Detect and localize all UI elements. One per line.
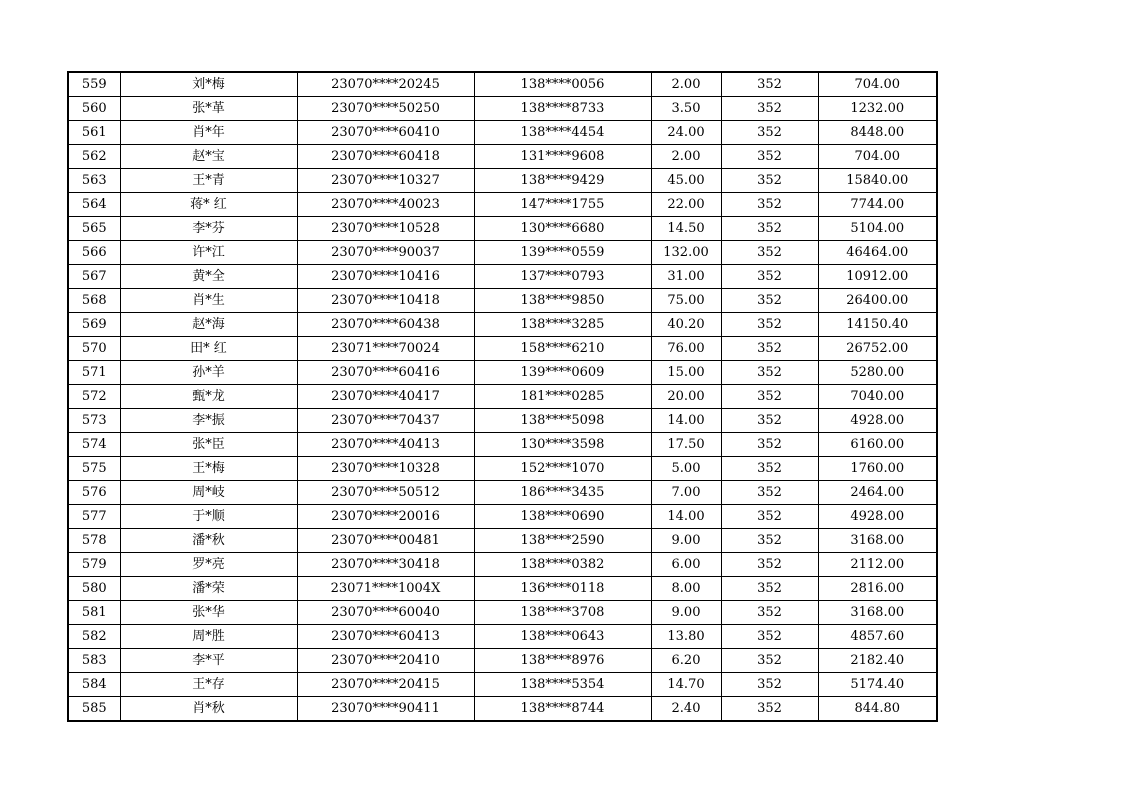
amount-cell: 6160.00: [818, 433, 937, 457]
id-number-cell: 23070****10328: [297, 457, 474, 481]
amount-cell: 7040.00: [818, 385, 937, 409]
name-cell: 王*青: [120, 169, 297, 193]
row-index-cell: 564: [68, 193, 120, 217]
row-index-cell: 563: [68, 169, 120, 193]
area-cell: 76.00: [651, 337, 721, 361]
phone-cell: 138****9850: [474, 289, 651, 313]
table-row: [68, 385, 937, 409]
rate-cell: 352: [721, 409, 818, 433]
amount-cell: 4857.60: [818, 625, 937, 649]
amount-cell: 1232.00: [818, 97, 937, 121]
id-number-cell: 23070****20415: [297, 673, 474, 697]
amount-cell: 8448.00: [818, 121, 937, 145]
table-row: [68, 337, 937, 361]
table-row: [68, 697, 937, 722]
name-cell: 黄*全: [120, 265, 297, 289]
table-row: [68, 241, 937, 265]
rate-cell: 352: [721, 433, 818, 457]
table-row: [68, 673, 937, 697]
id-number-cell: 23070****20016: [297, 505, 474, 529]
amount-cell: 704.00: [818, 145, 937, 169]
area-cell: 6.20: [651, 649, 721, 673]
row-index-cell: 561: [68, 121, 120, 145]
id-number-cell: 23070****00481: [297, 529, 474, 553]
phone-cell: 130****6680: [474, 217, 651, 241]
row-index-cell: 582: [68, 625, 120, 649]
rate-cell: 352: [721, 337, 818, 361]
table-row: [68, 72, 937, 97]
phone-cell: 138****0056: [474, 72, 651, 97]
name-cell: 王*梅: [120, 457, 297, 481]
name-cell: 张*臣: [120, 433, 297, 457]
area-cell: 31.00: [651, 265, 721, 289]
rate-cell: 352: [721, 145, 818, 169]
rate-cell: 352: [721, 289, 818, 313]
row-index-cell: 575: [68, 457, 120, 481]
phone-cell: 158****6210: [474, 337, 651, 361]
rate-cell: 352: [721, 697, 818, 722]
rate-cell: 352: [721, 457, 818, 481]
name-cell: 肖*秋: [120, 697, 297, 722]
table-row: [68, 121, 937, 145]
row-index-cell: 569: [68, 313, 120, 337]
id-number-cell: 23070****10416: [297, 265, 474, 289]
row-index-cell: 581: [68, 601, 120, 625]
area-cell: 132.00: [651, 241, 721, 265]
rate-cell: 352: [721, 505, 818, 529]
row-index-cell: 568: [68, 289, 120, 313]
name-cell: 赵*海: [120, 313, 297, 337]
amount-cell: 46464.00: [818, 241, 937, 265]
phone-cell: 138****3708: [474, 601, 651, 625]
amount-cell: 2464.00: [818, 481, 937, 505]
area-cell: 45.00: [651, 169, 721, 193]
rate-cell: 352: [721, 577, 818, 601]
table-row: [68, 553, 937, 577]
rate-cell: 352: [721, 121, 818, 145]
amount-cell: 3168.00: [818, 529, 937, 553]
phone-cell: 138****3285: [474, 313, 651, 337]
amount-cell: 15840.00: [818, 169, 937, 193]
row-index-cell: 566: [68, 241, 120, 265]
phone-cell: 138****0690: [474, 505, 651, 529]
area-cell: 13.80: [651, 625, 721, 649]
area-cell: 8.00: [651, 577, 721, 601]
table-row: [68, 361, 937, 385]
name-cell: 田* 红: [120, 337, 297, 361]
area-cell: 22.00: [651, 193, 721, 217]
area-cell: 15.00: [651, 361, 721, 385]
phone-cell: 131****9608: [474, 145, 651, 169]
id-number-cell: 23070****90411: [297, 697, 474, 722]
phone-cell: 138****5098: [474, 409, 651, 433]
area-cell: 20.00: [651, 385, 721, 409]
name-cell: 蒋* 红: [120, 193, 297, 217]
table-row: [68, 313, 937, 337]
phone-cell: 139****0609: [474, 361, 651, 385]
id-number-cell: 23070****40413: [297, 433, 474, 457]
amount-cell: 26400.00: [818, 289, 937, 313]
row-index-cell: 584: [68, 673, 120, 697]
name-cell: 肖*年: [120, 121, 297, 145]
id-number-cell: 23070****60416: [297, 361, 474, 385]
rate-cell: 352: [721, 673, 818, 697]
name-cell: 罗*亮: [120, 553, 297, 577]
amount-cell: 4928.00: [818, 505, 937, 529]
phone-cell: 181****0285: [474, 385, 651, 409]
table-row: [68, 529, 937, 553]
id-number-cell: 23070****60438: [297, 313, 474, 337]
phone-cell: 152****1070: [474, 457, 651, 481]
table-row: [68, 481, 937, 505]
area-cell: 14.00: [651, 505, 721, 529]
area-cell: 14.50: [651, 217, 721, 241]
row-index-cell: 583: [68, 649, 120, 673]
id-number-cell: 23070****70437: [297, 409, 474, 433]
id-number-cell: 23070****20410: [297, 649, 474, 673]
row-index-cell: 578: [68, 529, 120, 553]
rate-cell: 352: [721, 72, 818, 97]
name-cell: 潘*荣: [120, 577, 297, 601]
amount-cell: 26752.00: [818, 337, 937, 361]
id-number-cell: 23071****70024: [297, 337, 474, 361]
name-cell: 李*平: [120, 649, 297, 673]
rate-cell: 352: [721, 529, 818, 553]
amount-cell: 2816.00: [818, 577, 937, 601]
name-cell: 肖*生: [120, 289, 297, 313]
rate-cell: 352: [721, 217, 818, 241]
amount-cell: 3168.00: [818, 601, 937, 625]
table-row: [68, 265, 937, 289]
area-cell: 2.00: [651, 145, 721, 169]
row-index-cell: 579: [68, 553, 120, 577]
area-cell: 2.40: [651, 697, 721, 722]
id-number-cell: 23070****10418: [297, 289, 474, 313]
area-cell: 9.00: [651, 529, 721, 553]
table-body: [68, 72, 937, 721]
phone-cell: 138****8744: [474, 697, 651, 722]
table-row: [68, 601, 937, 625]
name-cell: 甄*龙: [120, 385, 297, 409]
area-cell: 6.00: [651, 553, 721, 577]
row-index-cell: 559: [68, 72, 120, 97]
name-cell: 张*华: [120, 601, 297, 625]
table-row: [68, 289, 937, 313]
amount-cell: 2112.00: [818, 553, 937, 577]
area-cell: 14.00: [651, 409, 721, 433]
id-number-cell: 23070****40023: [297, 193, 474, 217]
amount-cell: 5174.40: [818, 673, 937, 697]
area-cell: 40.20: [651, 313, 721, 337]
phone-cell: 130****3598: [474, 433, 651, 457]
phone-cell: 136****0118: [474, 577, 651, 601]
area-cell: 14.70: [651, 673, 721, 697]
amount-cell: 1760.00: [818, 457, 937, 481]
row-index-cell: 570: [68, 337, 120, 361]
amount-cell: 14150.40: [818, 313, 937, 337]
row-index-cell: 585: [68, 697, 120, 722]
table-row: [68, 625, 937, 649]
rate-cell: 352: [721, 361, 818, 385]
row-index-cell: 577: [68, 505, 120, 529]
table-row: [68, 433, 937, 457]
phone-cell: 138****8976: [474, 649, 651, 673]
area-cell: 24.00: [651, 121, 721, 145]
table-row: [68, 217, 937, 241]
rate-cell: 352: [721, 265, 818, 289]
id-number-cell: 23070****10528: [297, 217, 474, 241]
phone-cell: 138****2590: [474, 529, 651, 553]
id-number-cell: 23070****60413: [297, 625, 474, 649]
rate-cell: 352: [721, 97, 818, 121]
area-cell: 7.00: [651, 481, 721, 505]
phone-cell: 138****8733: [474, 97, 651, 121]
id-number-cell: 23070****60410: [297, 121, 474, 145]
id-number-cell: 23070****40417: [297, 385, 474, 409]
name-cell: 赵*宝: [120, 145, 297, 169]
rate-cell: 352: [721, 649, 818, 673]
row-index-cell: 572: [68, 385, 120, 409]
name-cell: 刘*梅: [120, 72, 297, 97]
id-number-cell: 23071****1004X: [297, 577, 474, 601]
name-cell: 许*江: [120, 241, 297, 265]
table-row: [68, 649, 937, 673]
area-cell: 2.00: [651, 72, 721, 97]
id-number-cell: 23070****60040: [297, 601, 474, 625]
row-index-cell: 560: [68, 97, 120, 121]
area-cell: 17.50: [651, 433, 721, 457]
rate-cell: 352: [721, 313, 818, 337]
name-cell: 张*革: [120, 97, 297, 121]
row-index-cell: 567: [68, 265, 120, 289]
area-cell: 5.00: [651, 457, 721, 481]
phone-cell: 139****0559: [474, 241, 651, 265]
id-number-cell: 23070****50250: [297, 97, 474, 121]
table-row: [68, 505, 937, 529]
phone-cell: 147****1755: [474, 193, 651, 217]
rate-cell: 352: [721, 481, 818, 505]
row-index-cell: 573: [68, 409, 120, 433]
amount-cell: 7744.00: [818, 193, 937, 217]
phone-cell: 138****5354: [474, 673, 651, 697]
name-cell: 于*顺: [120, 505, 297, 529]
amount-cell: 844.80: [818, 697, 937, 722]
name-cell: 李*芬: [120, 217, 297, 241]
phone-cell: 186****3435: [474, 481, 651, 505]
table-row: [68, 457, 937, 481]
rate-cell: 352: [721, 625, 818, 649]
phone-cell: 138****4454: [474, 121, 651, 145]
amount-cell: 704.00: [818, 72, 937, 97]
amount-cell: 10912.00: [818, 265, 937, 289]
rate-cell: 352: [721, 193, 818, 217]
table-row: [68, 169, 937, 193]
rate-cell: 352: [721, 601, 818, 625]
rate-cell: 352: [721, 553, 818, 577]
row-index-cell: 562: [68, 145, 120, 169]
table-row: [68, 577, 937, 601]
phone-cell: 138****9429: [474, 169, 651, 193]
amount-cell: 5280.00: [818, 361, 937, 385]
phone-cell: 138****0643: [474, 625, 651, 649]
phone-cell: 138****0382: [474, 553, 651, 577]
row-index-cell: 576: [68, 481, 120, 505]
rate-cell: 352: [721, 385, 818, 409]
id-number-cell: 23070****30418: [297, 553, 474, 577]
row-index-cell: 565: [68, 217, 120, 241]
area-cell: 3.50: [651, 97, 721, 121]
amount-cell: 4928.00: [818, 409, 937, 433]
table-row: [68, 145, 937, 169]
name-cell: 孙*羊: [120, 361, 297, 385]
name-cell: 潘*秋: [120, 529, 297, 553]
id-number-cell: 23070****50512: [297, 481, 474, 505]
table-row: [68, 193, 937, 217]
name-cell: 周*胜: [120, 625, 297, 649]
amount-cell: 5104.00: [818, 217, 937, 241]
data-table: [67, 71, 938, 722]
area-cell: 75.00: [651, 289, 721, 313]
name-cell: 周*岐: [120, 481, 297, 505]
amount-cell: 2182.40: [818, 649, 937, 673]
table-row: [68, 97, 937, 121]
row-index-cell: 574: [68, 433, 120, 457]
rate-cell: 352: [721, 169, 818, 193]
phone-cell: 137****0793: [474, 265, 651, 289]
table-row: [68, 409, 937, 433]
rate-cell: 352: [721, 241, 818, 265]
id-number-cell: 23070****60418: [297, 145, 474, 169]
area-cell: 9.00: [651, 601, 721, 625]
name-cell: 王*存: [120, 673, 297, 697]
id-number-cell: 23070****10327: [297, 169, 474, 193]
id-number-cell: 23070****20245: [297, 72, 474, 97]
name-cell: 李*振: [120, 409, 297, 433]
id-number-cell: 23070****90037: [297, 241, 474, 265]
row-index-cell: 580: [68, 577, 120, 601]
row-index-cell: 571: [68, 361, 120, 385]
